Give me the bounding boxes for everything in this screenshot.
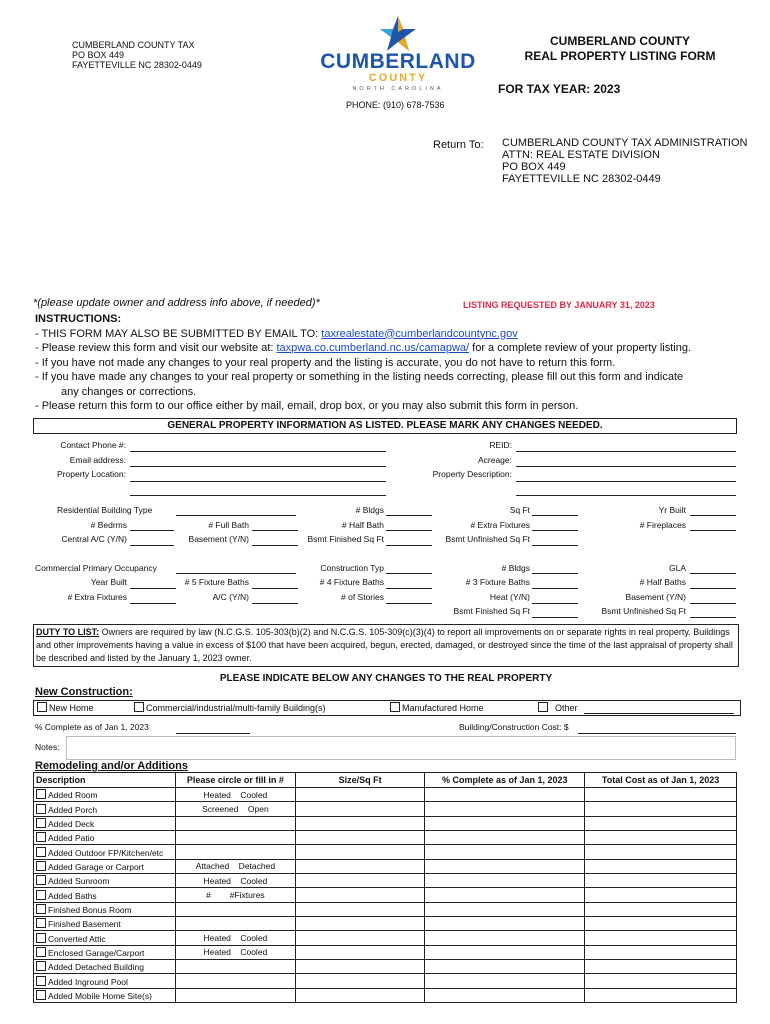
update-note: *(please update owner and address info above, if needed)* (33, 297, 320, 309)
half-baths-2-field[interactable] (690, 588, 736, 589)
bldgs-label: # Bldgs (355, 505, 384, 515)
row-cost-field[interactable] (585, 974, 737, 988)
deadline-notice: LISTING REQUESTED BY JANUARY 31, 2023 (463, 300, 655, 310)
other-field[interactable] (584, 713, 734, 714)
commercial-label: Commercial/industrial/multi-family Building(s) (146, 703, 326, 713)
basement-field[interactable] (252, 545, 298, 546)
row-label: Added Room (48, 790, 98, 801)
year-built-label: Year Built (90, 577, 127, 587)
table-row (34, 888, 737, 902)
sqft-label: Sq Ft (509, 505, 530, 515)
row-options[interactable] (175, 816, 295, 830)
general-info-title: GENERAL PROPERTY INFORMATION AS LISTED. PLEASE MARK ANY CHANGES NEEDED. (167, 420, 603, 431)
logo-sub: COUNTY (368, 72, 428, 84)
yr-built-label: Yr Built (658, 505, 686, 515)
checkbox-icon[interactable] (134, 702, 144, 712)
other-option[interactable] (538, 702, 578, 713)
table-row (34, 831, 737, 845)
row-description (34, 931, 176, 945)
property-location-field-2[interactable] (130, 495, 386, 496)
row-cost-field[interactable] (585, 845, 737, 859)
form-title-line: CUMBERLAND COUNTY (550, 34, 690, 48)
new-home-label: New Home (49, 703, 94, 713)
row-pct-field[interactable] (425, 902, 585, 916)
logo-name: CUMBERLAND (320, 50, 476, 73)
remodel-title: Remodeling and/or Additions (35, 760, 188, 772)
manufactured-option[interactable] (390, 702, 484, 713)
return-line: CUMBERLAND COUNTY TAX ADMINISTRATION (502, 137, 748, 149)
year-built-field[interactable] (130, 588, 176, 589)
return-line: PO BOX 449 (502, 161, 566, 173)
instruction-text: - If you have made any changes to your real property or something in the listing needs correcting, please fill out this form and indicate (35, 371, 684, 383)
bsmt-finished-2-label: Bsmt Finished Sq Ft (453, 606, 530, 616)
row-cost-field[interactable] (585, 874, 737, 888)
row-cost-field[interactable] (585, 888, 737, 902)
row-size-field[interactable] (295, 960, 425, 974)
row-description (34, 945, 176, 959)
row-cost-field[interactable] (585, 788, 737, 802)
checkbox-icon[interactable] (36, 890, 46, 900)
row-description (34, 888, 176, 902)
row-size-field[interactable] (295, 802, 425, 816)
new-construction-title: New Construction: (35, 686, 133, 698)
construction-type-label: Construction Typ (320, 563, 384, 573)
instruction-text: - If you have not made any changes to your real property and the listing is accurate, you do not have to return this form. (35, 356, 616, 369)
stories-field[interactable] (386, 603, 432, 604)
instruction-text: for a complete review of your property listing. (469, 342, 692, 354)
phone: PHONE: (910) 678-7536 (346, 100, 445, 110)
five-fixture-baths-label: # 5 Fixture Baths (184, 577, 249, 587)
row-description (34, 788, 176, 802)
changes-title: PLEASE INDICATE BELOW ANY CHANGES TO THE REAL PROPERTY (219, 673, 553, 684)
row-pct-field[interactable] (425, 874, 585, 888)
checkbox-icon[interactable] (36, 947, 46, 957)
acreage-label: Acreage: (477, 455, 512, 465)
basement-2-label: Basement (Y/N) (625, 592, 686, 602)
bsmt-finished-label: Bsmt Finished Sq Ft (307, 534, 384, 544)
heat-label: Heat (Y/N) (489, 592, 530, 602)
row-options[interactable]: Heated Cooled (175, 788, 295, 802)
notes-label: Notes: (35, 742, 60, 752)
sqft-field[interactable] (532, 515, 578, 516)
central-ac-field[interactable] (130, 545, 174, 546)
row-description (34, 902, 176, 916)
table-row (34, 945, 737, 959)
yr-built-field[interactable] (690, 515, 736, 516)
return-label: Return To: (433, 139, 484, 151)
header-size: Size/Sq Ft (295, 773, 425, 788)
address-line: FAYETTEVILLE NC 28302-0449 (72, 60, 202, 70)
row-pct-field[interactable] (425, 960, 585, 974)
bsmt-unfinished-label: Bsmt Unfinished Sq Ft (445, 534, 530, 544)
bldgs-field[interactable] (386, 515, 432, 516)
commercial-occupancy-label: Commercial Primary Occupancy (35, 563, 157, 573)
instruction-text: any changes or corrections. (61, 385, 197, 398)
row-size-field[interactable] (295, 945, 425, 959)
residential-type-field[interactable] (176, 515, 296, 516)
row-description (34, 974, 176, 988)
bedrms-label: # Bedrms (90, 520, 127, 530)
return-line: FAYETTEVILLE NC 28302-0449 (502, 173, 661, 185)
row-options[interactable]: Screened Open (175, 802, 295, 816)
bsmt-unfinished-2-field[interactable] (690, 617, 736, 618)
commercial-option[interactable] (134, 702, 326, 713)
return-address (502, 137, 748, 185)
half-baths-2-label: # Half Baths (639, 577, 686, 587)
website-link[interactable]: taxpwa.co.cumberland.nc.us/camapwa/ (276, 342, 470, 354)
email-field[interactable] (130, 466, 386, 467)
row-cost-field[interactable] (585, 988, 737, 1002)
duty-text: Owners are required by law (N.C.G.S. 105-303(b)(2) and N.C.G.S. 105-309(c)(3)(4) to report all improvements on or separate rights in real property. Buildings and other improvements having a value in excess of $100 that have been acquired, begun, erected, damaged, or destroyed since the time of the last appraisal of property shall be described and listed by the January 1, 2023 owner. (36, 627, 733, 663)
pct-complete-label: % Complete as of Jan 1, 2023 (35, 722, 149, 732)
table-row (34, 802, 737, 816)
star-icon (378, 14, 418, 54)
header-cost: Total Cost as of Jan 1, 2023 (585, 773, 737, 788)
manufactured-label: Manufactured Home (402, 703, 484, 713)
row-pct-field[interactable] (425, 816, 585, 830)
instruction-text: - Please return this form to our office either by mail, email, drop box, or you may also submit this form in person. (35, 400, 579, 412)
table-row (34, 816, 737, 830)
fireplaces-field[interactable] (690, 530, 736, 531)
return-line: ATTN: REAL ESTATE DIVISION (502, 149, 660, 161)
row-cost-field[interactable] (585, 917, 737, 931)
central-ac-label: Central A/C (Y/N) (61, 534, 127, 544)
table-row (34, 845, 737, 859)
bsmt-unfinished-2-label: Bsmt Unfinished Sq Ft (601, 606, 686, 616)
basement-label: Basement (Y/N) (188, 534, 249, 544)
property-location-label: Property Location: (57, 469, 126, 479)
row-options[interactable]: Attached Detached (175, 859, 295, 873)
full-bath-label: # Full Bath (208, 520, 249, 530)
row-size-field[interactable] (295, 931, 425, 945)
row-size-field[interactable] (295, 874, 425, 888)
email-label: Email address: (69, 455, 126, 465)
checkbox-icon[interactable] (36, 875, 46, 885)
row-size-field[interactable] (295, 831, 425, 845)
address-line: PO BOX 449 (72, 50, 125, 60)
row-pct-field[interactable] (425, 859, 585, 873)
contact-phone-label: Contact Phone #: (60, 440, 126, 450)
checkbox-icon[interactable] (36, 861, 46, 871)
four-fixture-baths-label: # 4 Fixture Baths (319, 577, 384, 587)
half-bath-label: # Half Bath (341, 520, 384, 530)
row-options[interactable] (175, 974, 295, 988)
row-cost-field[interactable] (585, 945, 737, 959)
row-label: Added Outdoor FP/Kitchen/etc (48, 847, 164, 858)
row-options[interactable] (175, 917, 295, 931)
stories-label: # of Stories (341, 592, 384, 602)
half-bath-field[interactable] (386, 530, 432, 531)
row-label: Added Inground Pool (48, 976, 128, 987)
table-row (34, 902, 737, 916)
row-options[interactable]: # #Fixtures (175, 888, 295, 902)
row-description (34, 859, 176, 873)
header-circle: Please circle or fill in # (175, 773, 295, 788)
row-label: Added Baths (48, 890, 97, 901)
bldgs-2-field[interactable] (532, 573, 578, 574)
row-pct-field[interactable] (425, 974, 585, 988)
ac-field[interactable] (252, 603, 298, 604)
row-cost-field[interactable] (585, 859, 737, 873)
row-size-field[interactable] (295, 859, 425, 873)
checkbox-icon[interactable] (37, 702, 47, 712)
form-title-line: REAL PROPERTY LISTING FORM (524, 49, 716, 63)
instructions (35, 312, 755, 414)
row-cost-field[interactable] (585, 816, 737, 830)
checkbox-icon[interactable] (36, 933, 46, 943)
checkbox-icon[interactable] (36, 976, 46, 986)
table-row (34, 974, 737, 988)
table-row (34, 788, 737, 802)
row-pct-field[interactable] (425, 945, 585, 959)
acreage-field[interactable] (516, 466, 736, 467)
instruction-text: - THIS FORM MAY ALSO BE SUBMITTED BY EMAIL TO: (35, 327, 322, 340)
instructions-title: INSTRUCTIONS: (35, 313, 122, 325)
basement-2-field[interactable] (690, 603, 736, 604)
row-pct-field[interactable] (425, 988, 585, 1002)
row-label: Enclosed Garage/Carport (48, 947, 145, 958)
extra-fixtures-field[interactable] (532, 530, 578, 531)
row-description (34, 917, 176, 931)
row-label: Added Sunroom (48, 876, 110, 887)
row-description (34, 960, 176, 974)
form-title (500, 34, 740, 64)
header-pct: % Complete as of Jan 1, 2023 (425, 773, 585, 788)
checkbox-icon[interactable] (36, 847, 46, 857)
table-row (34, 917, 737, 931)
checkbox-icon[interactable] (36, 818, 46, 828)
commercial-occupancy-field[interactable] (176, 573, 296, 574)
county-logo (318, 14, 478, 98)
instruction-text: - Please review this form and visit our website at: (35, 342, 277, 354)
row-size-field[interactable] (295, 888, 425, 902)
email-link[interactable]: taxrealestate@cumberlandcountync.gov (321, 327, 518, 340)
new-home-option[interactable] (37, 702, 94, 713)
row-description (34, 874, 176, 888)
row-options[interactable]: Heated Cooled (175, 945, 295, 959)
ac-label: A/C (Y/N) (212, 592, 249, 602)
checkbox-icon[interactable] (538, 702, 548, 712)
heat-field[interactable] (532, 603, 578, 604)
remodel-table (33, 772, 737, 1003)
row-cost-field[interactable] (585, 931, 737, 945)
row-pct-field[interactable] (425, 888, 585, 902)
bsmt-unfinished-field[interactable] (532, 545, 578, 546)
row-cost-field[interactable] (585, 831, 737, 845)
row-pct-field[interactable] (425, 788, 585, 802)
bsmt-finished-field[interactable] (386, 545, 432, 546)
tax-year: FOR TAX YEAR: 2023 (498, 82, 621, 96)
bedrms-field[interactable] (130, 530, 174, 531)
row-size-field[interactable] (295, 917, 425, 931)
gla-field[interactable] (690, 573, 736, 574)
row-cost-field[interactable] (585, 802, 737, 816)
row-options[interactable] (175, 902, 295, 916)
row-label: Converted Attic (48, 933, 106, 944)
checkbox-icon[interactable] (36, 804, 46, 814)
property-description-field-2[interactable] (516, 495, 736, 496)
property-location-field[interactable] (130, 481, 386, 482)
three-fixture-baths-field[interactable] (532, 588, 578, 589)
table-row (34, 859, 737, 873)
row-label: Finished Bonus Room (48, 904, 132, 915)
notes-field[interactable] (66, 736, 736, 760)
row-pct-field[interactable] (425, 831, 585, 845)
pct-complete-field[interactable] (176, 733, 250, 734)
checkbox-icon[interactable] (36, 832, 46, 842)
duty-label: DUTY TO LIST: (36, 627, 100, 637)
fireplaces-label: # Fireplaces (639, 520, 686, 530)
logo-state: NORTH CAROLINA (352, 86, 444, 92)
address-line: CUMBERLAND COUNTY TAX (72, 40, 195, 50)
property-description-field[interactable] (516, 481, 736, 482)
bsmt-finished-2-field[interactable] (532, 617, 578, 618)
row-size-field[interactable] (295, 902, 425, 916)
full-bath-field[interactable] (252, 530, 298, 531)
row-size-field[interactable] (295, 816, 425, 830)
row-size-field[interactable] (295, 788, 425, 802)
checkbox-icon[interactable] (36, 990, 46, 1000)
row-options[interactable] (175, 831, 295, 845)
five-fixture-baths-field[interactable] (252, 588, 298, 589)
row-pct-field[interactable] (425, 845, 585, 859)
mailing-address (72, 40, 202, 70)
other-label: Other (555, 703, 578, 713)
row-description (34, 988, 176, 1002)
row-pct-field[interactable] (425, 917, 585, 931)
checkbox-icon[interactable] (390, 702, 400, 712)
extra-fixtures-2-label: # Extra Fixtures (67, 592, 127, 602)
row-label: Finished Basement (48, 919, 121, 930)
general-info-header (33, 418, 737, 434)
row-options[interactable]: Heated Cooled (175, 874, 295, 888)
three-fixture-baths-label: # 3 Fixture Baths (465, 577, 530, 587)
row-options[interactable] (175, 988, 295, 1002)
row-label: Added Deck (48, 818, 95, 829)
row-label: Added Garage or Carport (48, 861, 144, 872)
bldgs-2-label: # Bldgs (501, 563, 530, 573)
property-description-label: Property Description: (432, 469, 512, 479)
row-label: Added Patio (48, 833, 95, 844)
row-size-field[interactable] (295, 988, 425, 1002)
row-options[interactable] (175, 960, 295, 974)
header-description: Description (34, 773, 176, 788)
duty-to-list (33, 624, 739, 667)
row-options[interactable]: Heated Cooled (175, 931, 295, 945)
row-label: Added Mobile Home Site(s) (48, 990, 152, 1001)
residential-type-label: Residential Building Type (57, 505, 153, 515)
row-description (34, 831, 176, 845)
cost-field[interactable] (578, 733, 736, 734)
extra-fixtures-label: # Extra Fixtures (470, 520, 530, 530)
row-size-field[interactable] (295, 974, 425, 988)
row-label: Added Detached Building (48, 962, 144, 973)
row-pct-field[interactable] (425, 931, 585, 945)
reid-field[interactable] (516, 451, 736, 452)
reid-label: REID: (489, 440, 512, 450)
checkbox-icon[interactable] (36, 918, 46, 928)
row-description (34, 845, 176, 859)
extra-fixtures-2-field[interactable] (130, 603, 176, 604)
table-row (34, 874, 737, 888)
row-description (34, 816, 176, 830)
gla-label: GLA (668, 563, 686, 573)
row-label: Added Porch (48, 804, 98, 815)
row-size-field[interactable] (295, 845, 425, 859)
row-pct-field[interactable] (425, 802, 585, 816)
table-row (34, 960, 737, 974)
row-description (34, 802, 176, 816)
four-fixture-baths-field[interactable] (386, 588, 432, 589)
cost-label: Building/Construction Cost: $ (459, 722, 569, 732)
table-row (34, 931, 737, 945)
row-cost-field[interactable] (585, 902, 737, 916)
contact-phone-field[interactable] (130, 451, 386, 452)
table-row (34, 988, 737, 1002)
checkbox-icon[interactable] (36, 904, 46, 914)
checkbox-icon[interactable] (36, 789, 46, 799)
row-options[interactable] (175, 845, 295, 859)
construction-type-field[interactable] (386, 573, 432, 574)
checkbox-icon[interactable] (36, 961, 46, 971)
row-cost-field[interactable] (585, 960, 737, 974)
